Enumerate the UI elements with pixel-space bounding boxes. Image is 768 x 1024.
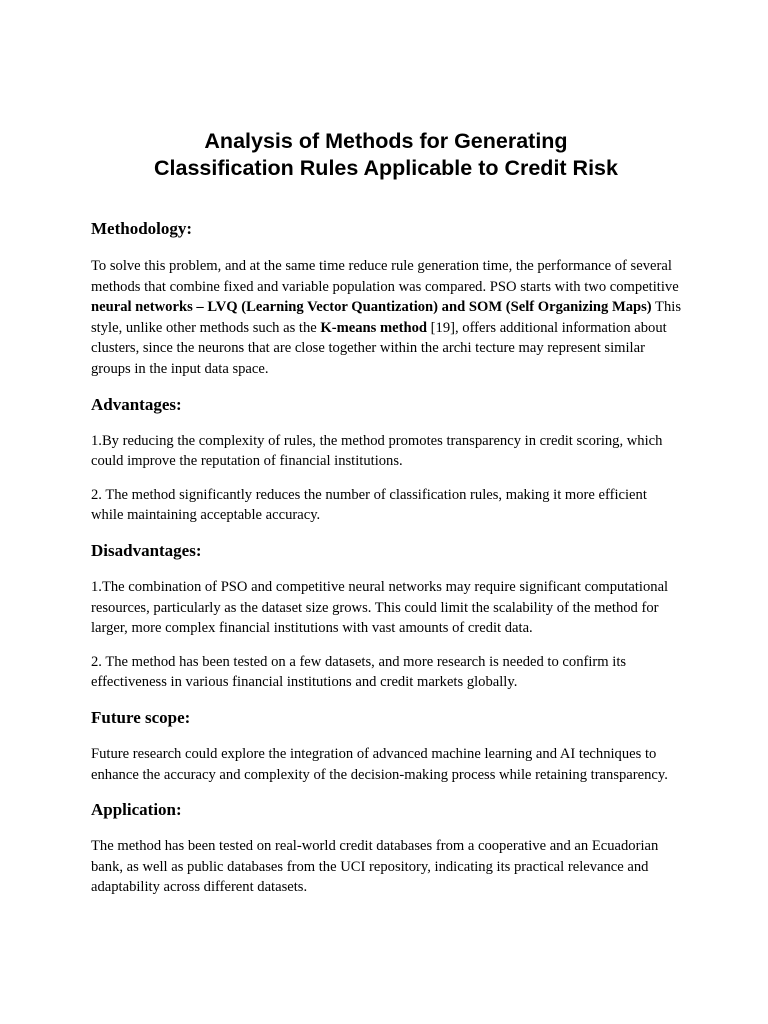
- future-scope-section: [91, 707, 681, 785]
- methodology-bold-neural-networks: neural networks – LVQ (Learning Vector Quantization) and SOM (Self Organizing Maps): [91, 299, 652, 316]
- methodology-heading: Methodology:: [91, 219, 193, 238]
- disadvantages-heading: Disadvantages:: [91, 540, 202, 560]
- disadvantages-item-1: 1.The combination of PSO and competitive neural networks may require significant computational resources, particularly as the dataset size grows. This could limit the scalability of the method for larger, more complex financial institutions with vast amounts of credit data.: [91, 578, 669, 637]
- methodology-paragraph: [91, 256, 681, 380]
- methodology-text-3: [19], offers additional information about clusters, since the neurons that are close together within the archi tecture may represent similar groups in the input data space.: [91, 319, 667, 377]
- document-title-line-2: Classification Rules Applicable to Credit Risk: [154, 156, 618, 180]
- advantages-item-1: 1.By reducing the complexity of rules, the method promotes transparency in credit scoring, which could improve the reputation of financial institutions.: [91, 432, 663, 470]
- methodology-text-2: This style, unlike other methods such as the: [91, 299, 682, 336]
- application-heading: Application:: [91, 800, 182, 820]
- disadvantages-item-2: 2. The method has been tested on a few datasets, and more research is needed to confirm its effectiveness in various financial institutions and credit markets globally.: [91, 653, 627, 691]
- application-paragraph: The method has been tested on real-world credit databases from a cooperative and an Ecuadorian bank, as well as public databases from the UCI repository, indicating its practical relevance and adaptability across different datasets.: [91, 838, 659, 896]
- future-scope-heading: Future scope:: [91, 707, 191, 727]
- methodology-bold-kmeans: K-means method: [320, 319, 428, 336]
- methodology-section: [91, 218, 681, 380]
- methodology-text-1: To solve this problem, and at the same time reduce rule generation time, the performance of several methods that combine fixed and variable population was compared. PSO starts with two competitive: [91, 258, 679, 295]
- future-scope-paragraph: Future research could explore the integration of advanced machine learning and AI techniques to enhance the accuracy and complexity of the decision-making process while retaining transparency.: [91, 745, 668, 783]
- advantages-heading: Advantages:: [91, 394, 182, 414]
- document-title: [91, 128, 681, 182]
- advantages-section: [91, 394, 681, 526]
- advantages-item-2: 2. The method significantly reduces the number of classification rules, making it more efficient while maintaining acceptable accuracy.: [91, 486, 647, 524]
- disadvantages-section: [91, 540, 681, 693]
- application-section: [91, 799, 681, 898]
- document-title-line-1: Analysis of Methods for Generating: [204, 129, 568, 153]
- document-page: [91, 128, 681, 898]
